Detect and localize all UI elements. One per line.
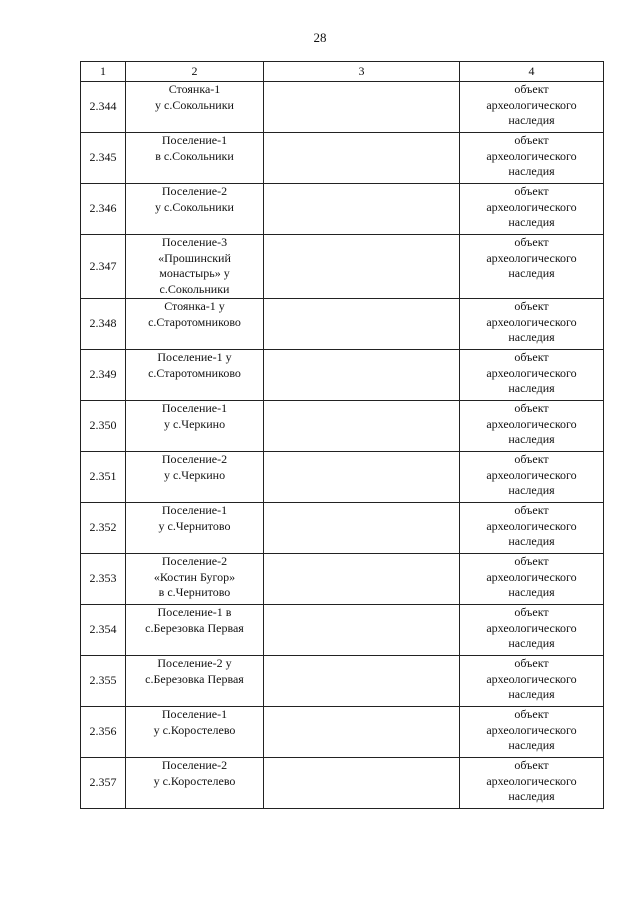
- object-name-cell: [126, 554, 264, 605]
- heritage-status-cell: [460, 707, 604, 758]
- object-name-line: у с.Коростелево: [153, 773, 236, 788]
- column-header-4: 4: [460, 62, 604, 82]
- table-row: [81, 503, 604, 554]
- object-name-line: Поселение-1 в: [157, 605, 232, 619]
- heritage-status-line: археологического: [486, 773, 577, 788]
- heritage-status-line: наследия: [508, 738, 555, 752]
- heritage-status-line: археологического: [486, 569, 577, 584]
- heritage-status-line: археологического: [486, 722, 577, 737]
- row-number: 2.355: [81, 656, 126, 707]
- row-number: 2.352: [81, 503, 126, 554]
- heritage-status-line: объект: [514, 133, 549, 147]
- heritage-status-line: археологического: [486, 620, 577, 635]
- heritage-status-cell: [460, 350, 604, 401]
- object-name-line: Поселение-2: [161, 452, 228, 466]
- column-3-cell: [264, 133, 460, 184]
- heritage-registry-table: [80, 61, 604, 809]
- object-name-line: у с.Черкино: [163, 416, 226, 431]
- table-row: [81, 605, 604, 656]
- heritage-status-line: наследия: [508, 215, 555, 229]
- heritage-status-line: объект: [514, 707, 549, 721]
- heritage-status-cell: [460, 401, 604, 452]
- object-name-line: у с.Сокольники: [155, 97, 234, 112]
- heritage-status-cell: [460, 452, 604, 503]
- heritage-status-cell: [460, 605, 604, 656]
- object-name-line: с.Старотомниково: [148, 314, 241, 329]
- object-name-line: Поселение-2 у: [157, 656, 232, 670]
- row-number: 2.350: [81, 401, 126, 452]
- row-number: 2.345: [81, 133, 126, 184]
- heritage-status-line: объект: [514, 401, 549, 415]
- heritage-status-cell: [460, 299, 604, 350]
- heritage-status-line: наследия: [508, 381, 555, 395]
- table-row: [81, 82, 604, 133]
- row-number: 2.349: [81, 350, 126, 401]
- column-3-cell: [264, 758, 460, 809]
- object-name-line: у с.Коростелево: [153, 722, 236, 737]
- table-row: [81, 452, 604, 503]
- column-3-cell: [264, 401, 460, 452]
- table-row: [81, 707, 604, 758]
- heritage-status-line: наследия: [508, 636, 555, 650]
- heritage-status-line: наследия: [508, 164, 555, 178]
- table-row: [81, 299, 604, 350]
- heritage-status-line: наследия: [508, 266, 555, 280]
- column-3-cell: [264, 452, 460, 503]
- column-header-2: 2: [126, 62, 264, 82]
- row-number: 2.348: [81, 299, 126, 350]
- object-name-cell: [126, 707, 264, 758]
- object-name-line: у с.Сокольники: [155, 199, 234, 214]
- table-row: [81, 235, 604, 299]
- heritage-status-line: объект: [514, 758, 549, 772]
- object-name-line: в с.Сокольники: [155, 148, 234, 163]
- column-3-cell: [264, 707, 460, 758]
- heritage-status-line: археологического: [486, 671, 577, 686]
- object-name-line: Поселение-1: [161, 707, 228, 721]
- heritage-status-line: объект: [514, 82, 549, 96]
- object-name-line: Поселение-1: [161, 401, 228, 415]
- object-name-cell: [126, 350, 264, 401]
- object-name-line: «Прошинский: [158, 250, 231, 265]
- object-name-line: Стоянка-1: [168, 82, 221, 96]
- column-3-cell: [264, 235, 460, 299]
- column-3-cell: [264, 605, 460, 656]
- row-number: 2.354: [81, 605, 126, 656]
- heritage-status-line: объект: [514, 503, 549, 517]
- heritage-status-line: наследия: [508, 113, 555, 127]
- row-number: 2.357: [81, 758, 126, 809]
- heritage-status-line: археологического: [486, 314, 577, 329]
- heritage-status-line: объект: [514, 299, 549, 313]
- heritage-status-line: наследия: [508, 789, 555, 803]
- row-number: 2.344: [81, 82, 126, 133]
- object-name-line: монастырь» у: [159, 266, 230, 280]
- column-3-cell: [264, 554, 460, 605]
- heritage-status-cell: [460, 554, 604, 605]
- object-name-cell: [126, 235, 264, 299]
- heritage-status-line: археологического: [486, 148, 577, 163]
- heritage-status-cell: [460, 758, 604, 809]
- heritage-status-line: наследия: [508, 483, 555, 497]
- page-number: 28: [313, 30, 327, 45]
- column-header-1: 1: [81, 62, 126, 82]
- object-name-line: Стоянка-1 у: [164, 299, 225, 313]
- object-name-cell: [126, 184, 264, 235]
- row-number: 2.351: [81, 452, 126, 503]
- heritage-status-line: археологического: [486, 365, 577, 380]
- column-3-cell: [264, 299, 460, 350]
- object-name-cell: [126, 299, 264, 350]
- column-3-cell: [264, 503, 460, 554]
- heritage-status-line: наследия: [508, 432, 555, 446]
- heritage-status-line: археологического: [486, 199, 577, 214]
- heritage-status-line: наследия: [508, 687, 555, 701]
- heritage-status-cell: [460, 235, 604, 299]
- column-header-3: 3: [264, 62, 460, 82]
- object-name-line: с.Березовка Первая: [145, 671, 244, 686]
- table-body: [81, 82, 604, 809]
- heritage-status-line: наследия: [508, 534, 555, 548]
- object-name-line: Поселение-3: [161, 235, 228, 249]
- heritage-status-cell: [460, 133, 604, 184]
- table-row: [81, 350, 604, 401]
- heritage-status-line: археологического: [486, 467, 577, 482]
- object-name-line: с.Сокольники: [159, 281, 230, 296]
- row-number: 2.347: [81, 235, 126, 299]
- object-name-cell: [126, 503, 264, 554]
- row-number: 2.346: [81, 184, 126, 235]
- object-name-line: в с.Чернитово: [158, 585, 231, 599]
- object-name-line: у с.Чернитово: [158, 518, 231, 533]
- table-row: [81, 554, 604, 605]
- object-name-line: Поселение-2: [161, 184, 228, 198]
- row-number: 2.356: [81, 707, 126, 758]
- object-name-line: Поселение-1 у: [157, 350, 232, 364]
- heritage-status-line: объект: [514, 452, 549, 466]
- heritage-status-line: археологического: [486, 518, 577, 533]
- heritage-status-line: наследия: [508, 330, 555, 344]
- column-3-cell: [264, 350, 460, 401]
- heritage-status-line: наследия: [508, 585, 555, 599]
- heritage-status-line: археологического: [486, 97, 577, 112]
- heritage-status-line: объект: [514, 350, 549, 364]
- heritage-status-cell: [460, 184, 604, 235]
- table-header-row: [81, 62, 604, 82]
- object-name-line: Поселение-2: [161, 554, 228, 568]
- heritage-status-line: объект: [514, 605, 549, 619]
- object-name-line: Поселение-2: [161, 758, 228, 772]
- heritage-status-line: объект: [514, 554, 549, 568]
- heritage-status-cell: [460, 656, 604, 707]
- table-row: [81, 133, 604, 184]
- heritage-status-line: объект: [514, 235, 549, 249]
- table-row: [81, 656, 604, 707]
- heritage-status-line: археологического: [486, 416, 577, 431]
- column-3-cell: [264, 184, 460, 235]
- column-3-cell: [264, 82, 460, 133]
- object-name-cell: [126, 656, 264, 707]
- object-name-cell: [126, 401, 264, 452]
- object-name-line: «Костин Бугор»: [153, 569, 236, 584]
- table-row: [81, 758, 604, 809]
- column-3-cell: [264, 656, 460, 707]
- object-name-cell: [126, 82, 264, 133]
- object-name-line: с.Старотомниково: [148, 365, 241, 380]
- heritage-status-cell: [460, 82, 604, 133]
- object-name-line: Поселение-1: [161, 133, 228, 147]
- object-name-cell: [126, 133, 264, 184]
- heritage-status-line: объект: [514, 184, 549, 198]
- object-name-line: Поселение-1: [161, 503, 228, 517]
- heritage-status-line: объект: [514, 656, 549, 670]
- object-name-cell: [126, 605, 264, 656]
- object-name-cell: [126, 758, 264, 809]
- object-name-line: у с.Черкино: [163, 467, 226, 482]
- object-name-cell: [126, 452, 264, 503]
- row-number: 2.353: [81, 554, 126, 605]
- table-row: [81, 401, 604, 452]
- object-name-line: с.Березовка Первая: [145, 620, 244, 635]
- heritage-status-cell: [460, 503, 604, 554]
- table-row: [81, 184, 604, 235]
- heritage-status-line: археологического: [486, 250, 577, 265]
